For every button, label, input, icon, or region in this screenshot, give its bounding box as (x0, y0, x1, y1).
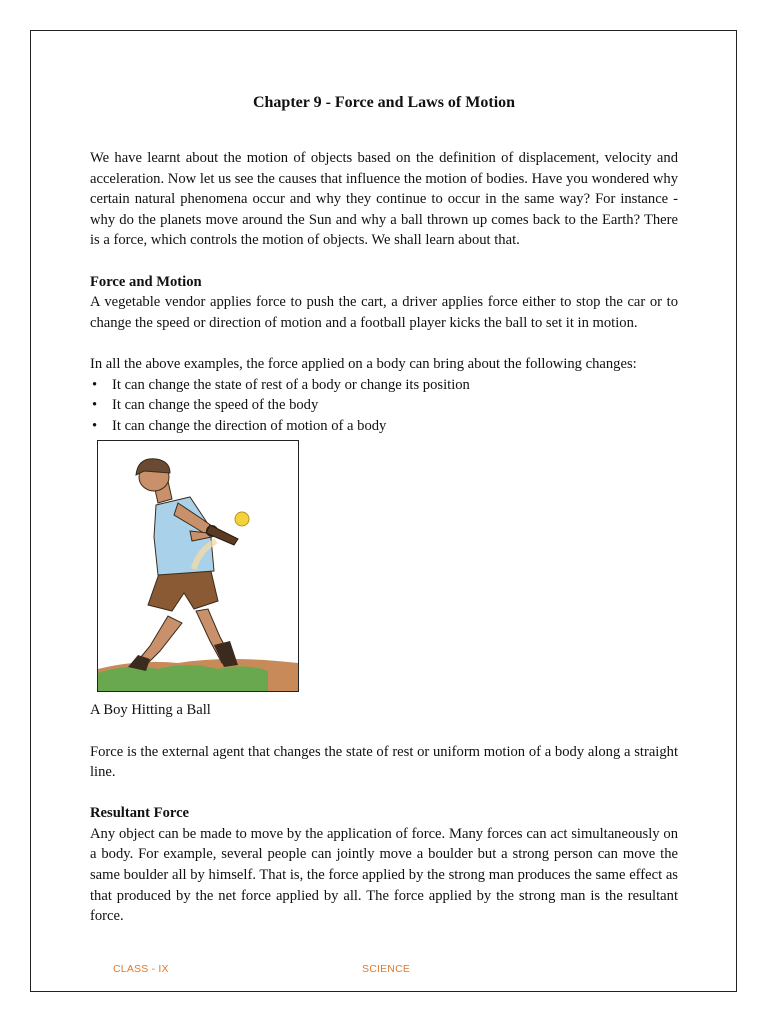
footer-class-label: CLASS - IX (113, 963, 169, 975)
footer-subject-label: SCIENCE (362, 963, 411, 975)
boy-hitting-ball-illustration (97, 440, 299, 692)
resultant-force-paragraph: Any object can be made to move by the application of force. Many forces can act simultaneously on a body. For example, several people can jointly move a boulder but a strong person can move the same boulder all by himself. That is, the force applied by the strong man produces the same effect as that produced by the net force applied by all. The force applied by the strong man is the resultant force. (90, 825, 678, 925)
bullet-icon: • (92, 397, 98, 414)
list-item: • It can change the state of rest of a body or change its position (90, 375, 678, 396)
figure-caption: A Boy Hitting a Ball (90, 702, 211, 719)
batter-illustration (98, 441, 298, 691)
section-heading-resultant-force: Resultant Force (90, 805, 190, 822)
intro-paragraph: We have learnt about the motion of objects based on the definition of displacement, velocity and acceleration. Now let us see the causes that influence the motion of bodies. Have you wondered why certain natural phenomena occur and why they continue to occur in the same way? For instance - why do the planets move around the Sun and why a ball thrown up comes back to the Earth? There is a force, which controls the motion of objects. We shall learn about that. (90, 150, 678, 249)
section-heading-force-and-motion: Force and Motion (90, 273, 202, 290)
changes-list (90, 375, 678, 437)
grass-shape (98, 665, 268, 691)
bullet-icon: • (92, 376, 98, 393)
document-body (90, 92, 678, 927)
list-item: • It can change the direction of motion of a body (90, 416, 678, 437)
definition-paragraph: Force is the external agent that changes the state of rest or uniform motion of a body along a straight line. (90, 743, 678, 781)
bullet-icon: • (92, 417, 98, 434)
list-intro: In all the above examples, the force applied on a body can bring about the following changes: (90, 355, 637, 372)
ball-icon (235, 512, 249, 526)
force-motion-paragraph: A vegetable vendor applies force to push the cart, a driver applies force either to stop the car or to change the speed or direction of motion and a football player kicks the ball to set it in motion. (90, 294, 678, 331)
list-item: • It can change the speed of the body (90, 395, 678, 416)
page-title: Chapter 9 - Force and Laws of Motion (252, 94, 516, 111)
